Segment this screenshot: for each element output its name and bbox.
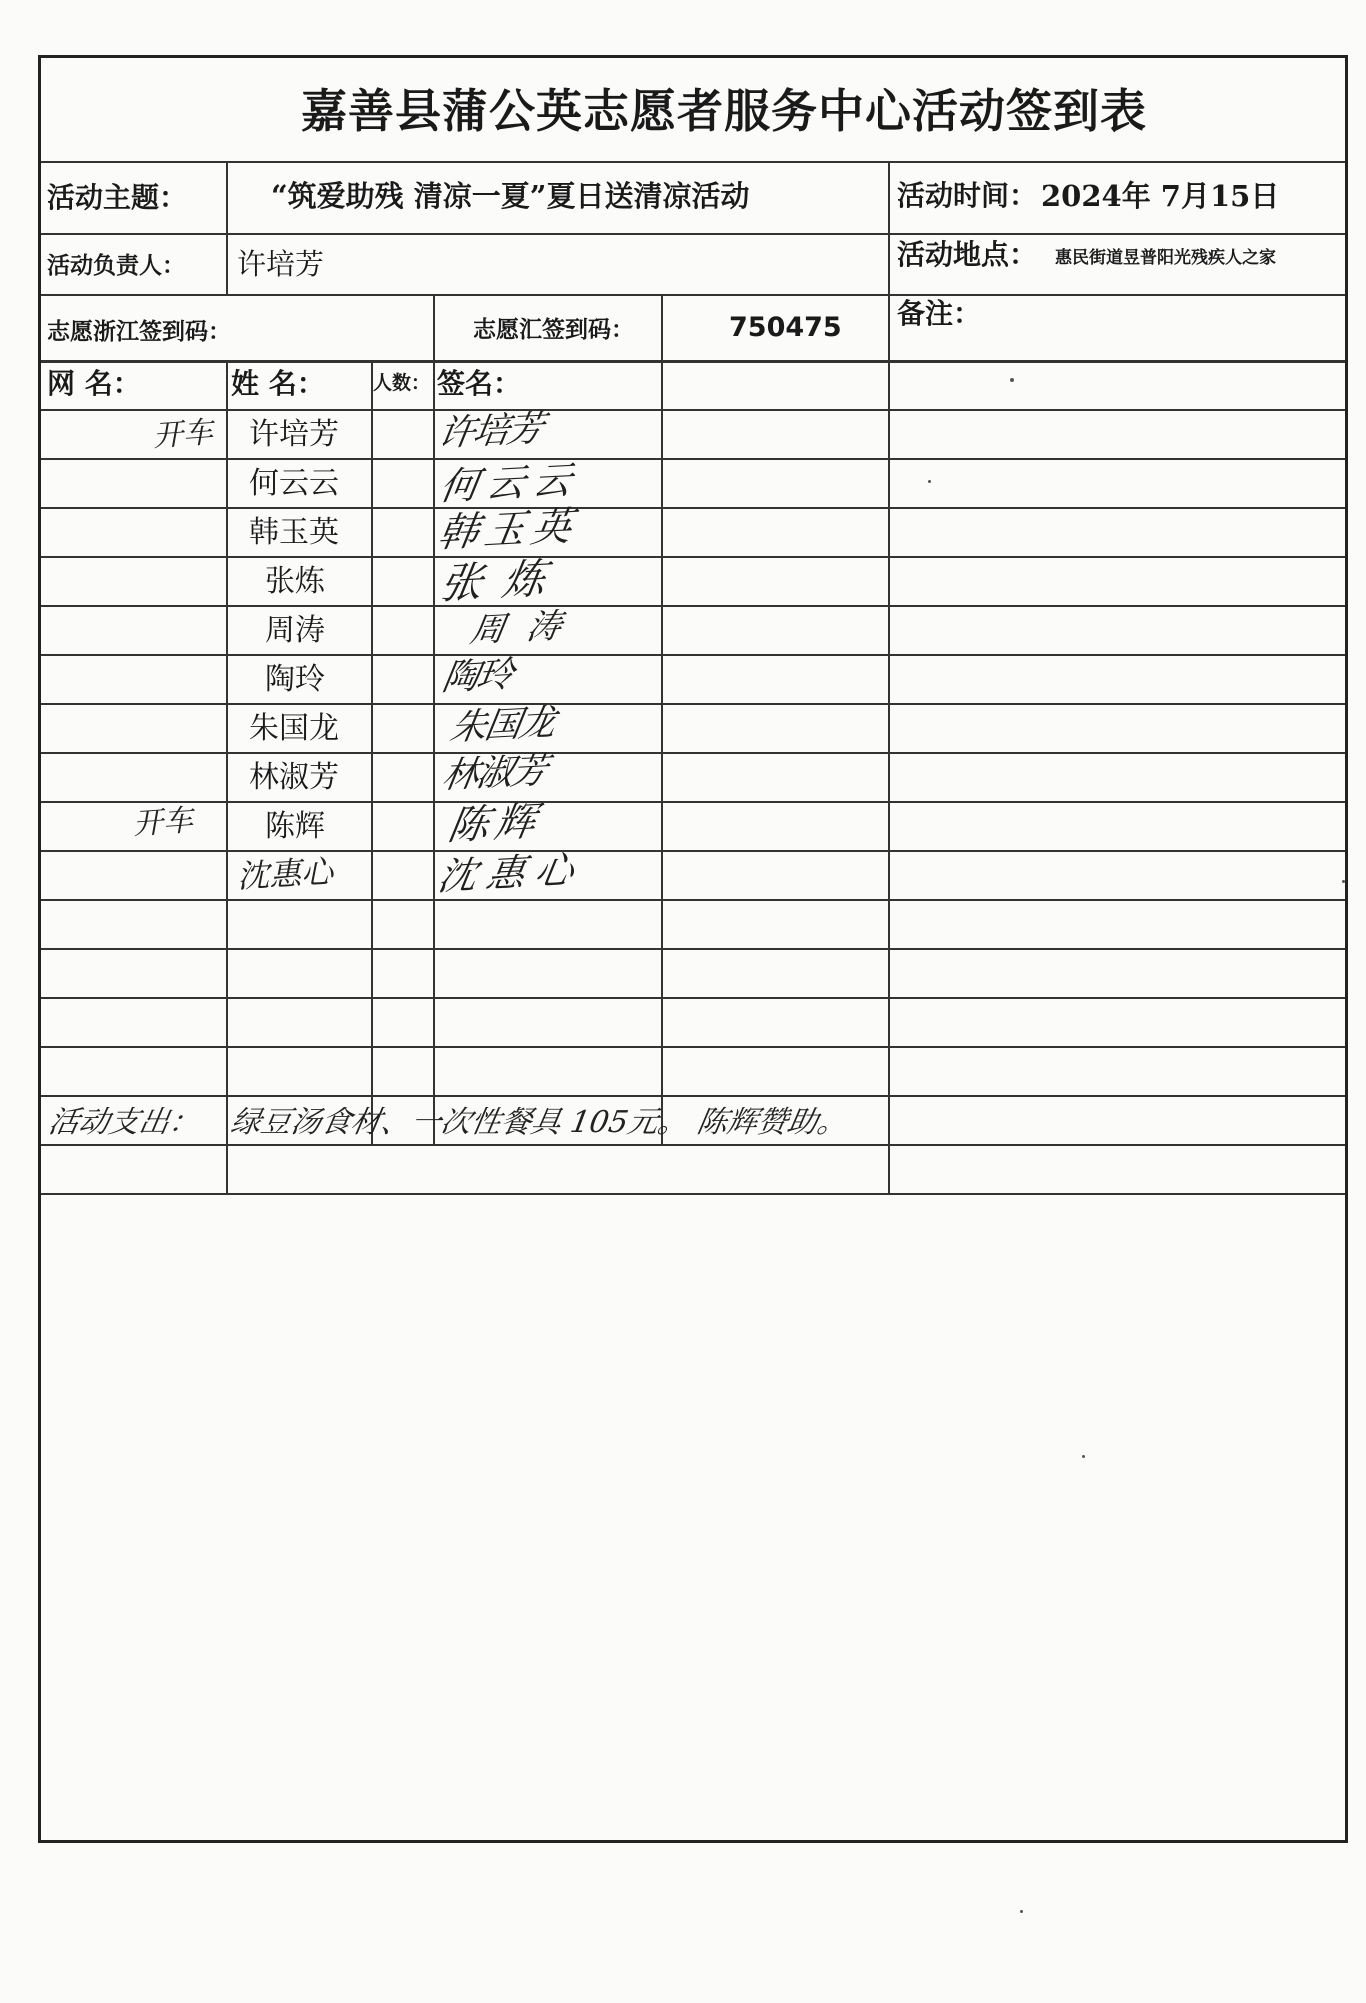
name-cell: 林淑芳 [249,760,339,795]
name-cell: 韩玉英 [249,515,339,550]
name-cell: 陈辉 [265,809,325,844]
expense-text: 绿豆汤食材、一次性餐具 105元。 陈辉赞助。 [228,1105,851,1140]
sign-in-sheet [38,55,1348,1843]
zhejiang-code-label: 志愿浙江签到码： [47,318,231,345]
scan-speck [1342,880,1345,883]
name-cell: 沈惠心 [236,852,334,896]
net-name-header: 网 名： [47,367,141,400]
place-label: 活动地点： [897,238,1038,271]
place-value: 惠民街道昱普阳光残疾人之家 [1055,248,1276,268]
remarks-label: 备注： [897,297,982,330]
name-cell: 陶玲 [265,662,325,697]
net-name-cell: 开车 [131,802,195,843]
signature-cell: 许培芳 [435,408,545,455]
theme-value: “筑爱助残 清凉一夏”夏日送清凉活动 [271,179,750,213]
time-value: 2024年 7月15日 [1041,179,1280,213]
scan-speck [928,480,931,483]
time-label: 活动时间： [897,179,1038,212]
name-cell: 朱国龙 [249,711,339,746]
leader-value: 许培芳 [237,247,325,281]
name-header: 姓 名： [231,367,325,400]
name-cell: 张炼 [265,564,325,599]
signature-cell: 林淑芳 [439,750,549,797]
scan-speck [1010,378,1014,382]
name-cell: 何云云 [249,466,339,501]
leader-label: 活动负责人： [47,252,185,279]
signature-cell: 陶玲 [439,654,515,699]
signature-cell: 陈辉 [444,798,546,850]
theme-label: 活动主题： [47,181,188,214]
name-cell: 周涛 [265,613,325,648]
scan-speck [1082,1455,1085,1458]
scan-speck [1020,1910,1023,1913]
signature-cell: 何云云 [436,457,584,509]
signature-cell: 张炼 [436,552,570,609]
signature-cell: 沈惠心 [434,847,588,899]
form-title: 嘉善县蒲公英志愿者服务中心活动签到表 [301,84,1147,138]
name-cell: 许培芳 [249,417,339,452]
zhiyuanhui-code-value: 750475 [729,312,842,343]
signature-header: 签名： [437,367,522,400]
zhiyuanhui-code-label: 志愿汇签到码： [473,316,634,343]
count-header: 人数： [373,372,431,394]
signature-cell: 朱国龙 [447,702,557,749]
signature-cell: 周涛 [467,605,587,651]
net-name-cell: 开车 [151,414,215,455]
expense-label: 活动支出： [46,1105,203,1140]
signature-cell: 韩玉英 [434,503,582,557]
